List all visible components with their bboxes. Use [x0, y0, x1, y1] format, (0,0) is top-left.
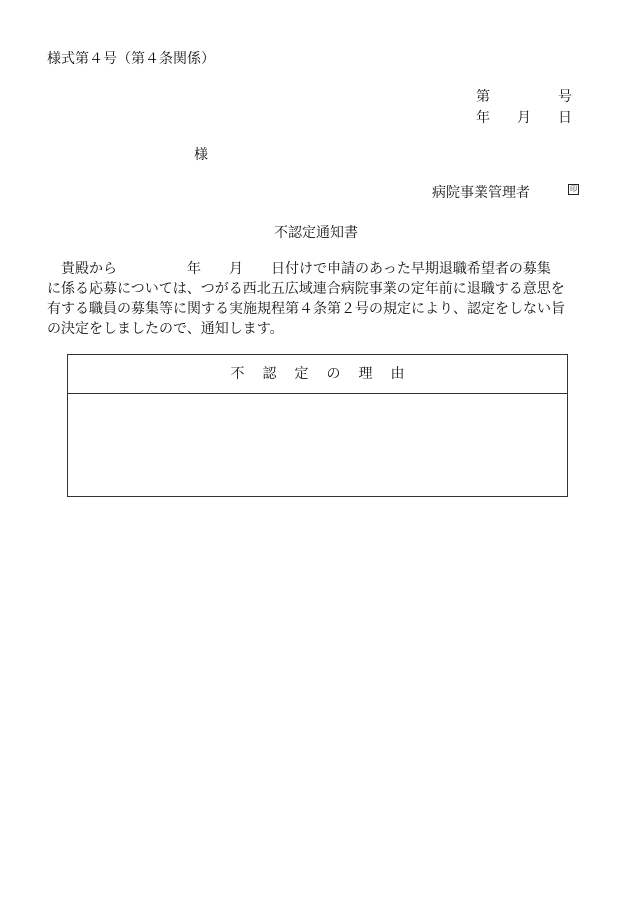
date-month-label: 月: [517, 110, 531, 126]
body-line-4: の決定をしましたので、通知します。: [47, 321, 284, 337]
date-year-label: 年: [476, 110, 490, 126]
body-line-1: 貴殿から 年 月 日付けで申請のあった早期退職希望者の募集: [47, 261, 551, 277]
body-paragraph: [47, 259, 572, 339]
reference-go-label: 号: [558, 89, 572, 105]
reason-body: [68, 394, 567, 496]
body-line-2: に係る応募については、つがる西北五広域連合病院事業の定年前に退職する意思を: [47, 281, 565, 297]
form-number: 様式第４号（第４条関係）: [47, 51, 215, 67]
document-title: 不認定通知書: [274, 225, 358, 241]
issuer-name: 病院事業管理者: [432, 185, 530, 201]
addressee-suffix: 様: [194, 147, 208, 163]
reason-table: [67, 354, 568, 497]
date-day-label: 日: [558, 110, 572, 126]
reference-dai-label: 第: [476, 89, 490, 105]
body-line-3: 有する職員の募集等に関する実施規程第４条第２号の規定により、認定をしない旨: [47, 301, 565, 317]
reason-header: 不認定の理由: [68, 355, 567, 394]
seal-icon: 印: [570, 185, 577, 193]
